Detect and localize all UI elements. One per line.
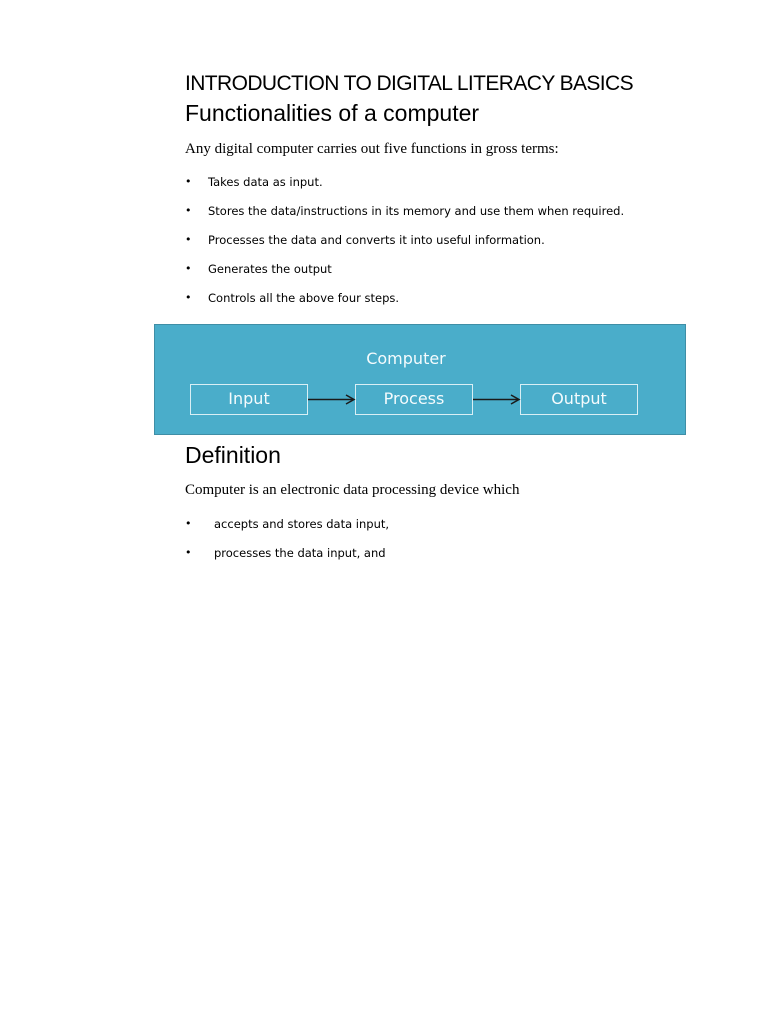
bullet-icon: • — [185, 262, 192, 275]
bullet-icon: • — [185, 291, 192, 304]
functions-intro-paragraph: Any digital computer carries out five functions in gross terms: — [185, 141, 559, 157]
arrow-input-to-process-icon — [308, 395, 354, 404]
list-item-text: processes the data input, and — [214, 546, 386, 560]
bullet-icon: • — [185, 546, 192, 559]
diagram-arrows — [155, 325, 687, 436]
section-heading-functionalities: Functionalities of a computer — [185, 100, 480, 126]
bullet-icon: • — [185, 233, 192, 246]
diagram-title: Computer — [366, 349, 446, 368]
list-item-text: Generates the output — [208, 262, 332, 276]
list-item-text: Controls all the above four steps. — [208, 291, 400, 305]
arrow-process-to-output-icon — [473, 395, 519, 404]
bullet-icon: • — [185, 517, 192, 530]
input-box: Input — [190, 384, 308, 415]
section-heading-definition: Definition — [185, 442, 281, 468]
process-box: Process — [355, 384, 473, 415]
computer-flow-diagram — [154, 324, 686, 435]
list-item-text: Stores the data/instructions in its memory and use them when required. — [208, 204, 625, 218]
list-item-text: Processes the data and converts it into useful information. — [208, 233, 545, 247]
list-item-text: Takes data as input. — [208, 175, 323, 189]
definition-paragraph: Computer is an electronic data processing device which — [185, 482, 520, 498]
bullet-icon: • — [185, 175, 192, 188]
bullet-icon: • — [185, 204, 192, 217]
document-title: INTRODUCTION TO DIGITAL LITERACY BASICS — [185, 72, 634, 95]
output-box: Output — [520, 384, 638, 415]
list-item-text: accepts and stores data input, — [214, 517, 390, 531]
